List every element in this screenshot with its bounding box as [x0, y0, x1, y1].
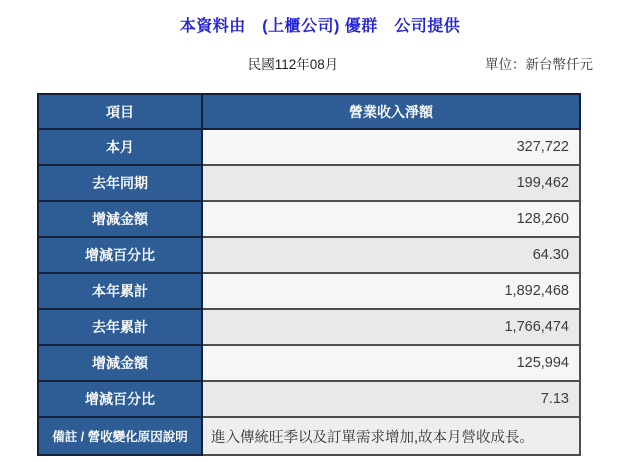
row-label: 增減金額 — [38, 345, 202, 381]
row-label: 本月 — [38, 129, 202, 165]
row-label: 增減百分比 — [38, 237, 202, 273]
remark-value: 進入傳統旺季以及訂單需求增加,故本月營收成長。 — [202, 417, 580, 455]
table-row — [38, 309, 580, 345]
row-label: 去年同期 — [38, 165, 202, 201]
row-value: 7.13 — [202, 381, 580, 417]
table-row — [38, 237, 580, 273]
table-row — [38, 381, 580, 417]
revenue-table — [37, 93, 581, 456]
row-value: 327,722 — [202, 129, 580, 165]
table-row — [38, 345, 580, 381]
row-label: 本年累計 — [38, 273, 202, 309]
row-value: 1,766,474 — [202, 309, 580, 345]
table-row — [38, 129, 580, 165]
table-row — [38, 201, 580, 237]
remark-label: 備註 / 營收變化原因說明 — [38, 417, 202, 455]
table-header-row — [38, 94, 580, 129]
remark-row — [38, 417, 580, 455]
table-body — [38, 129, 580, 455]
unit-label: 單位：新台幣仟元 — [485, 57, 593, 72]
row-value: 64.30 — [202, 237, 580, 273]
row-label: 增減金額 — [38, 201, 202, 237]
row-value: 128,260 — [202, 201, 580, 237]
row-value: 1,892,468 — [202, 273, 580, 309]
row-label: 去年累計 — [38, 309, 202, 345]
meta-line — [37, 53, 593, 70]
column-header-net-revenue: 營業收入淨額 — [202, 94, 580, 129]
table-row — [38, 165, 580, 201]
report-date: 民國112年08月 — [247, 57, 339, 72]
page-title: 本資料由 (上櫃公司) 優群 公司提供 — [179, 18, 461, 35]
row-label: 增減百分比 — [38, 381, 202, 417]
row-value: 125,994 — [202, 345, 580, 381]
table-row — [38, 273, 580, 309]
column-header-item: 項目 — [38, 94, 202, 129]
row-value: 199,462 — [202, 165, 580, 201]
